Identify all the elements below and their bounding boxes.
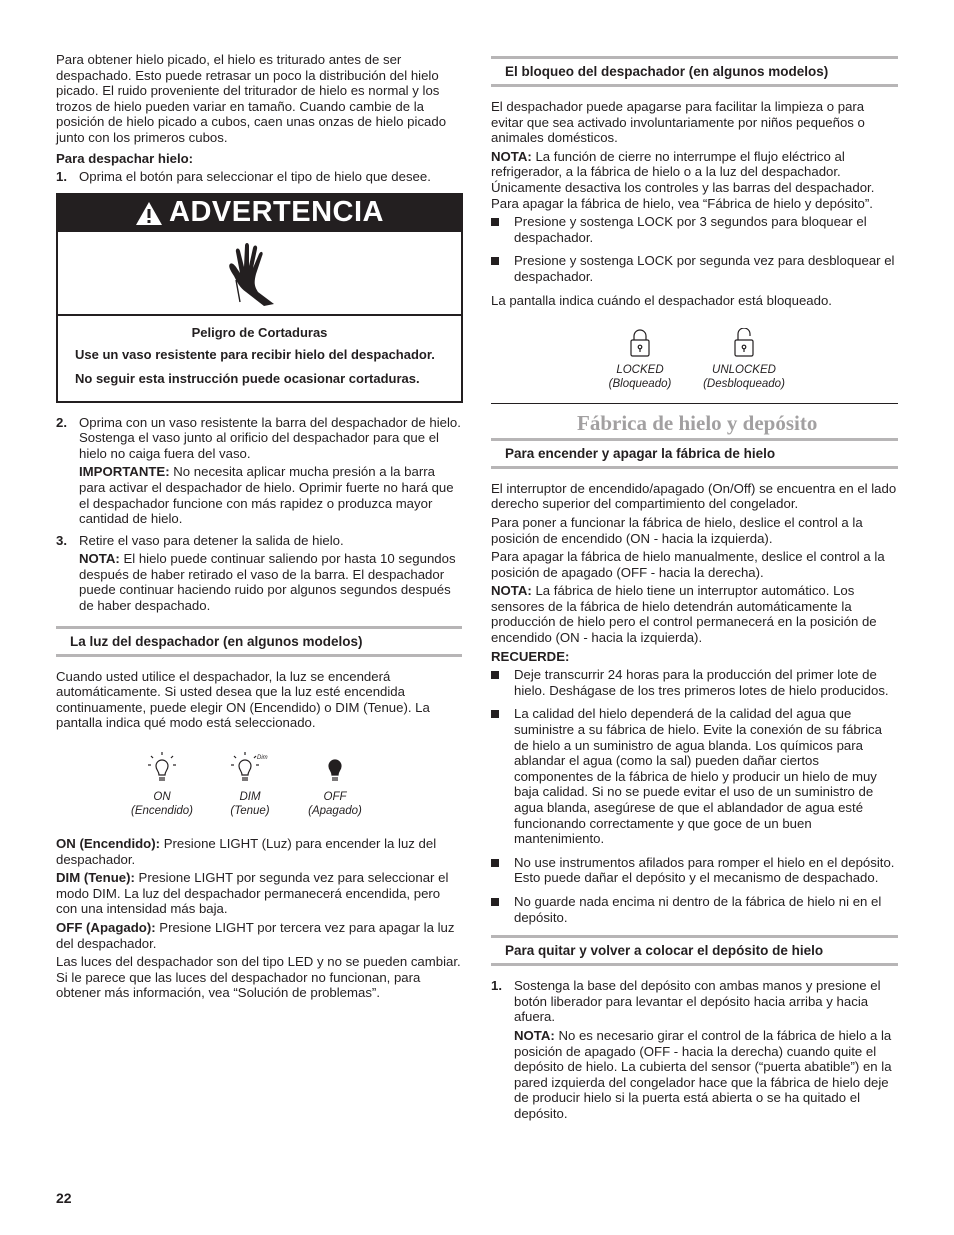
light-off-indicator: OFF (Apagado)	[300, 751, 370, 818]
lock-icons	[604, 328, 898, 391]
section-title: Fábrica de hielo y depósito	[577, 411, 818, 436]
warning-line-1: Use un vaso resistente para recibir hielo del despachador.	[75, 347, 435, 363]
warning-title: ADVERTENCIA	[169, 196, 384, 229]
bulb-on-icon	[147, 751, 177, 785]
lock-intro: El despachador puede apagarse para facilitar la limpieza o para evitar que sea activado involuntariamente por niños pequeños o animales domésticos.	[491, 99, 865, 146]
crushed-ice-intro: Para obtener hielo picado, el hielo es triturado antes de ser despachado. Esto puede retrasar un poco la distribución del hielo picado. El ruido proveniente del triturador de hielo es normal y los trozos de hielo pueden variar en tamaño. Cuando cambie de la posición de hielo picado a cubos, caen unas onzas de hielo picado junto con los primeros cubos.	[56, 52, 447, 145]
remember-label: RECUERDE:	[491, 648, 570, 664]
unlocked-indicator: UNLOCKED (Desbloqueado)	[696, 328, 792, 391]
locked-indicator: LOCKED (Bloqueado)	[604, 328, 676, 391]
warning-box	[56, 193, 463, 403]
warning-hazard: Peligro de Cortaduras	[191, 324, 328, 340]
onoff-p1: El interruptor de encendido/apagado (On/Off) se encuentra en el lado derecho superior del compartimiento del congelador.	[491, 480, 897, 512]
bin-heading: Para quitar y volver a colocar el depósito de hielo	[491, 935, 898, 966]
light-on-indicator: ON (Encendido)	[126, 751, 198, 818]
warning-line-2: No seguir esta instrucción puede ocasionar cortaduras.	[75, 370, 420, 386]
lock-display: La pantalla indica cuándo el despachador está bloqueado.	[491, 292, 832, 308]
right-column	[491, 52, 898, 1125]
padlock-locked-icon	[629, 328, 651, 358]
step-2-note: IMPORTANTE: No necesita aplicar mucha presión a la barra para activar el despachador de hielo. Oprimir fuerte no hará que el despachador funcione con más rapidez o produzca mayor cantidad de hielo.	[79, 464, 454, 527]
warning-pictogram	[58, 232, 461, 316]
section-divider	[491, 403, 898, 404]
bulb-off-icon	[320, 751, 350, 785]
step-2: 2. Oprima con un vaso resistente la barra del despachador de hielo. Sostenga el vaso junto al orificio del despachador para que el hielo no caiga fuera del vaso.	[56, 414, 461, 461]
lock-heading: El bloqueo del despachador (en algunos modelos)	[491, 56, 898, 87]
bulb-dim-icon	[230, 751, 270, 785]
onoff-p2: Para poner a funcionar la fábrica de hielo, deslice el control a la posición de encendido (ON - hacia la izquierda).	[491, 514, 863, 546]
led-info: Las luces del despachador son del tipo LED y no se pueden cambiar. Si le parece que las luces del despachador no funcionan, para obtener más información, vea “Solución de problemas”.	[56, 954, 461, 1001]
onoff-heading: Para encender y apagar la fábrica de hielo	[491, 438, 898, 469]
warning-header	[58, 195, 461, 232]
lock-bullet-2: Presione y sostenga LOCK por segunda vez para desbloquear el despachador.	[491, 253, 898, 284]
left-column	[56, 52, 462, 1004]
bin-step-1: 1. Sostenga la base del depósito con ambas manos y presione el botón liberador para levantar el depósito hacia arriba y hacia afuera.	[491, 978, 881, 1025]
warning-body	[58, 316, 461, 401]
bin-note: NOTA: No es necesario girar el control de la fábrica de hielo a la posición de apagado (OFF - hacia la derecha) cuando quite el depósito de hielo. La cubierta del sensor (“puerta abatible”) en la pared izquierda del congelador hace que la fábrica de hielo deje de producir hielo si la puerta está abierta o se ha quitado el depósito.	[514, 1027, 892, 1121]
padlock-unlocked-icon	[733, 328, 755, 358]
remember-bullet-2: La calidad del hielo dependerá de la calidad del agua que suministre a su fábrica de hielo. Evite la conexión de su fábrica de hielo a un suministro de agua blanda. Los químicos para ablandar el agua (como la sal) pueden dañar ciertos componentes de la fábrica de hielo y producir un hielo de muy baja calidad. Si no se puede evitar el uso de un suministro de agua blanda, asegúrese de que el ablandador de agua esté funcionando correctamente y que goce de un buen mantenimiento.	[491, 706, 898, 846]
svg-text:Dim: Dim	[257, 755, 268, 762]
light-heading: La luz del despachador (en algunos modelos)	[56, 626, 462, 657]
light-intro: Cuando usted utilice el despachador, la luz se encenderá automáticamente. Si usted desea que la luz esté encendida continuamente, puede elegir ON (Encendido) o DIM (Tenue). La pantalla indica qué modo está seleccionado.	[56, 668, 430, 731]
lock-note: NOTA: La función de cierre no interrumpe el flujo eléctrico al refrigerador, a la fábrica de hielo o a la luz del despachador. Únicamente desactiva los controles y las barras del despachador. Para apagar la fábrica de hielo, vea “Fábrica de hielo y depósito”.	[491, 148, 875, 211]
lock-bullet-1: Presione y sostenga LOCK por 3 segundos para bloquear el despachador.	[491, 214, 898, 245]
dim-mode-desc: DIM (Tenue): Presione LIGHT por segunda vez para seleccionar el modo DIM. La luz del despachador permanecerá encendida, pero con una intensidad más baja.	[56, 870, 449, 917]
onoff-note: NOTA: La fábrica de hielo tiene un interruptor automático. Los sensores de la fábrica de hielo detendrán automáticamente la producción de hielo pero el control permanecerá en la posición de encendido (ON - hacia la izquierda).	[491, 583, 877, 646]
remember-bullet-3: No use instrumentos afilados para romper el hielo en el depósito. Esto puede dañar el depósito y el mecanismo de despachado.	[491, 855, 898, 886]
light-dim-indicator: Dim DIM (Tenue)	[220, 751, 280, 818]
step-3-note: NOTA: El hielo puede continuar saliendo por hasta 10 segundos después de haber retirado el vaso de la barra. El despachador puede continuar haciendo ruido por algunos segundos después de haber despachado.	[79, 551, 456, 614]
light-icons	[126, 751, 462, 818]
off-mode-desc: OFF (Apagado): Presione LIGHT por tercera vez para apagar la luz del despachador.	[56, 920, 455, 951]
hand-cut-icon	[224, 240, 288, 306]
remember-bullet-4: No guarde nada encima ni dentro de la fábrica de hielo ni en el depósito.	[491, 894, 898, 925]
warning-triangle-icon	[135, 201, 163, 226]
dispense-label: Para despachar hielo:	[56, 150, 194, 166]
remember-bullet-1: Deje transcurrir 24 horas para la producción del primer lote de hielo. Deshágase de los tres primeros lotes de hielo producidos.	[491, 667, 898, 698]
page-number: 22	[56, 1190, 72, 1206]
onoff-p3: Para apagar la fábrica de hielo manualmente, deslice el control a la posición de apagado (OFF - hacia la derecha).	[491, 549, 885, 580]
step-3: 3. Retire el vaso para detener la salida de hielo.	[56, 532, 344, 548]
on-mode-desc: ON (Encendido): Presione LIGHT (Luz) para encender la luz del despachador.	[56, 836, 437, 867]
step-1: 1. Oprima el botón para seleccionar el tipo de hielo que desee.	[56, 169, 431, 185]
